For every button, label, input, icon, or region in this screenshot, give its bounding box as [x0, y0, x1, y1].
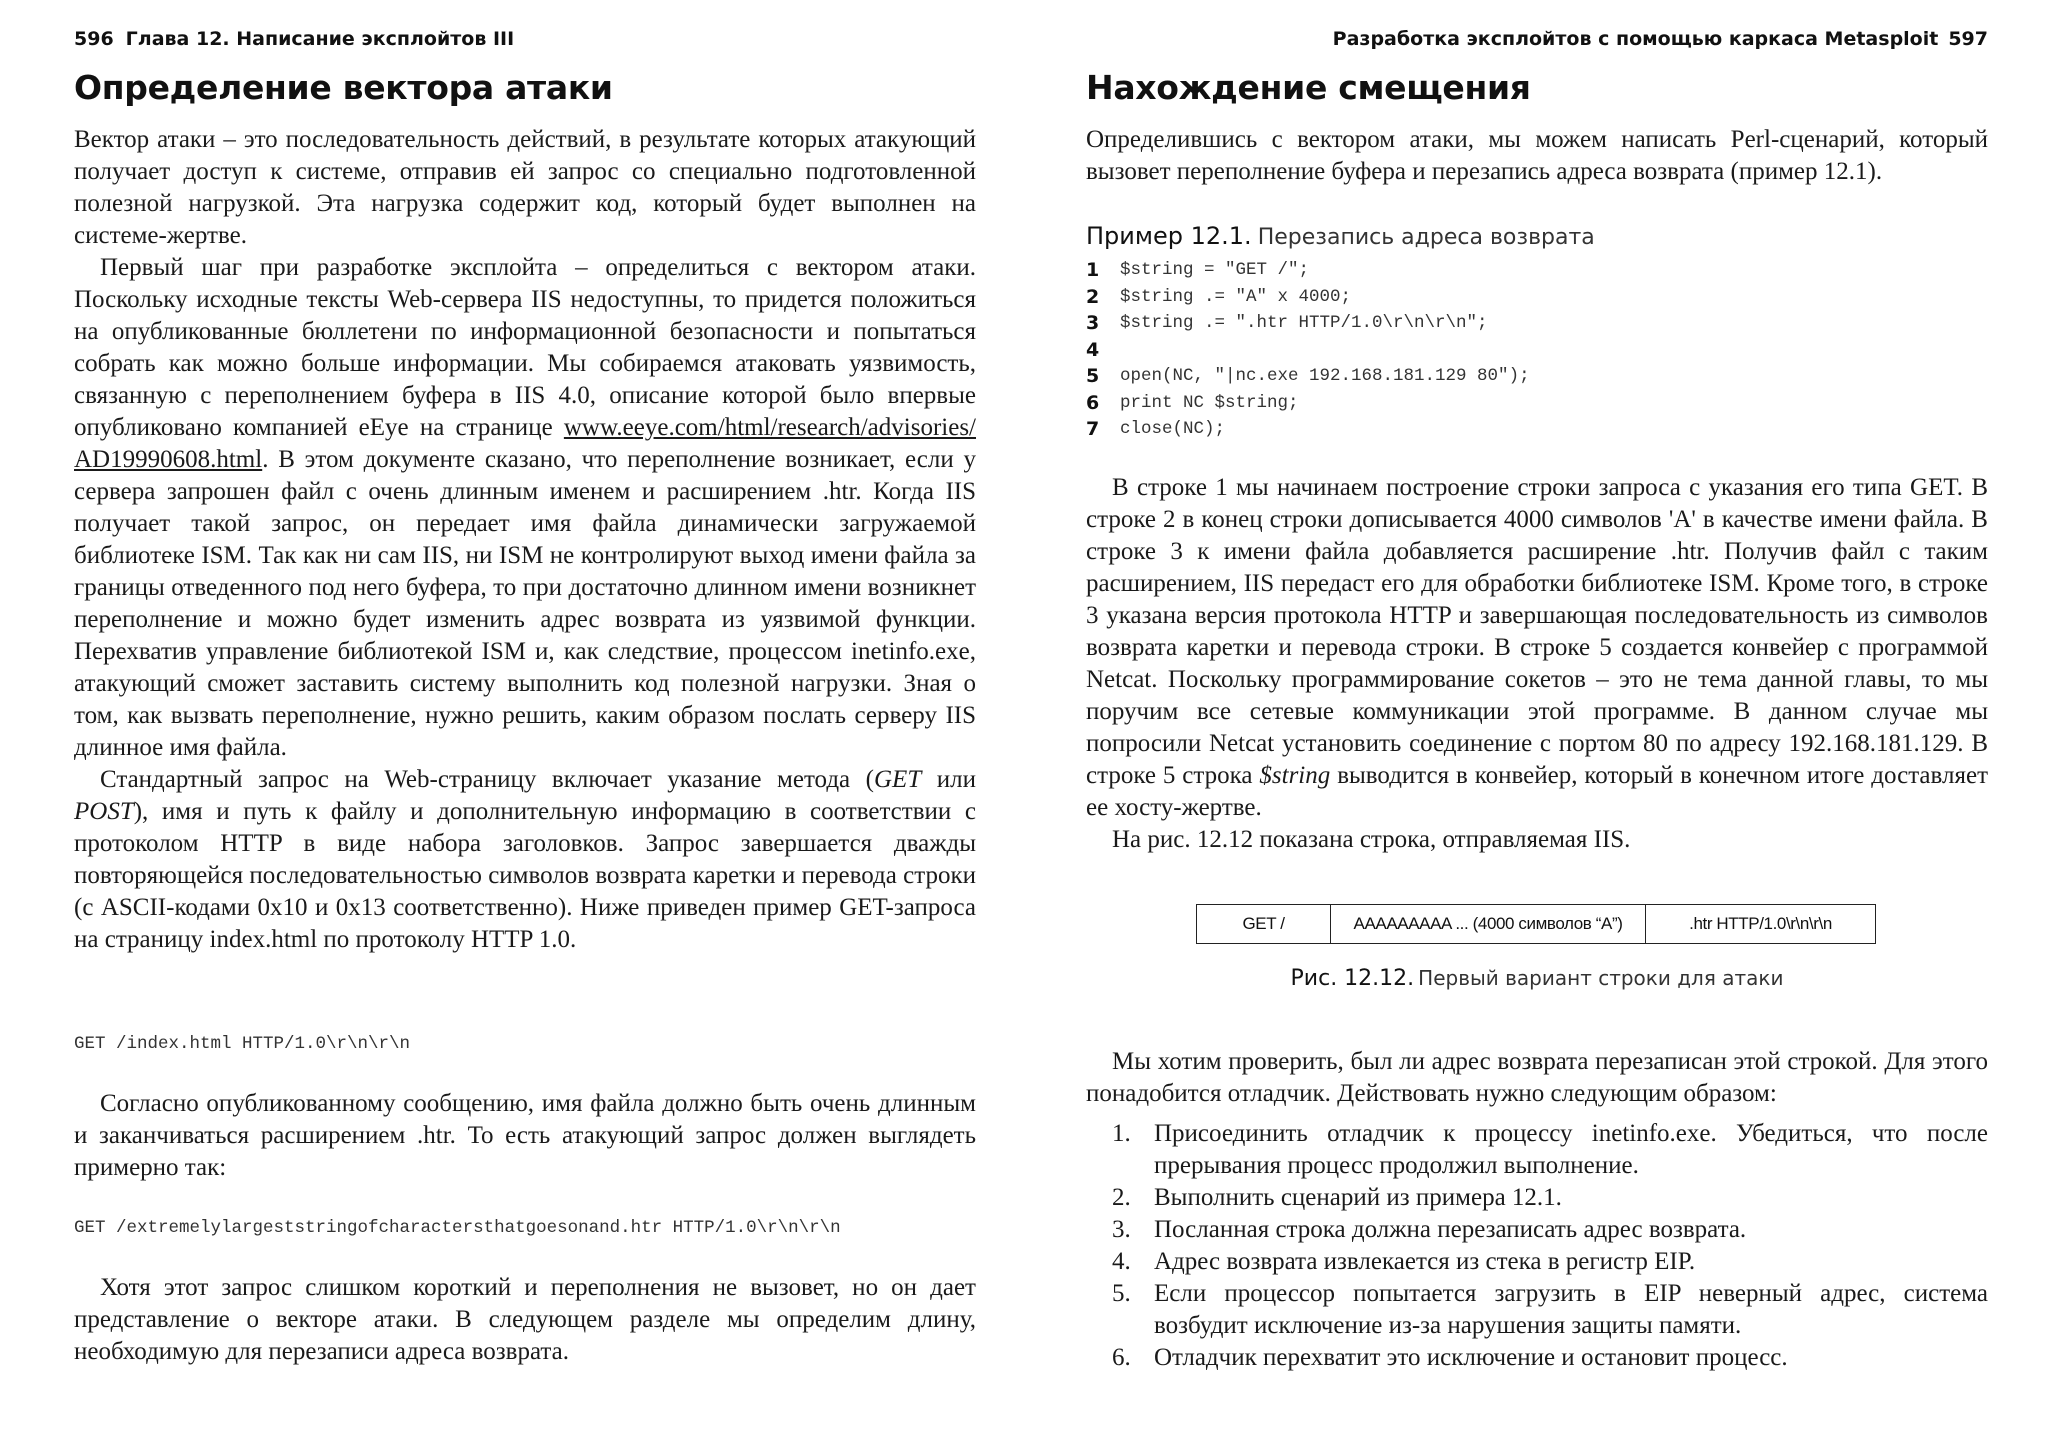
- listing-line: [1086, 363, 1530, 390]
- steps-list: [1086, 1118, 1988, 1374]
- list-item: [1086, 1342, 1988, 1374]
- paragraph-debugger: Мы хотим проверить, был ли адрес возврата перезаписан этой строкой. Для этого понадобится отладчик. Действовать нужно следующим образом:: [1086, 1048, 1988, 1107]
- figure-cell-get: GET /: [1197, 905, 1331, 943]
- left-page: [74, 0, 976, 1447]
- attack-string-figure: [1196, 904, 1876, 944]
- example-title: [1086, 222, 1595, 250]
- right-page: [1086, 0, 1988, 1447]
- code-listing: [1086, 257, 1530, 443]
- running-head-right: [1086, 28, 1988, 50]
- line-code: $string .= "A" x 4000;: [1120, 286, 1352, 307]
- line-code: open(NC, "|nc.exe 192.168.181.129 80");: [1120, 366, 1530, 387]
- paragraph-long-filename: Согласно опубликованному сообщению, имя файла должно быть очень длинным и заканчиваться расширением .htr. То есть атакующий запрос должен выглядеть примерно так:: [74, 1090, 976, 1181]
- paragraph-listing-explanation: [1086, 472, 1988, 824]
- step-text: Посланная строка должна перезаписать адрес возврата.: [1154, 1216, 1747, 1243]
- listing-line: [1086, 284, 1530, 311]
- method-get: GET: [874, 766, 922, 793]
- paragraph-text: Стандартный запрос на Web-страницу включает указание метода (: [100, 766, 874, 793]
- line-number: 2: [1086, 285, 1100, 308]
- line-code: print NC $string;: [1120, 392, 1299, 413]
- step-text: Если процессор попытается загрузить в EIP неверный адрес, система возбудит исключение из-за нарушения защиты памяти.: [1154, 1280, 1988, 1339]
- paragraph-figure-ref: На рис. 12.12 показана строка, отправляемая IIS.: [1112, 826, 1631, 853]
- listing-line: [1086, 337, 1530, 364]
- code-get-index: GET /index.html HTTP/1.0\r\n\r\n: [74, 1034, 411, 1054]
- list-item: [1086, 1118, 1988, 1182]
- book-part-title: Разработка эксплойтов с помощью каркаса Metasploit: [1332, 28, 1939, 50]
- step-text: Отладчик перехватит это исключение и остановит процесс.: [1154, 1344, 1788, 1371]
- line-number: 6: [1086, 391, 1100, 414]
- step-number: 6.: [1112, 1344, 1131, 1371]
- page-number-right: 597: [1948, 28, 1988, 50]
- eeye-advisory-link[interactable]: www.eeye.com/html/research/advisories/ AD19990608.html: [74, 414, 976, 473]
- list-item: [1086, 1246, 1988, 1278]
- step-number: 4.: [1112, 1248, 1131, 1275]
- section-heading-offset: Нахождение смещения: [1086, 68, 1531, 107]
- listing-line: [1086, 390, 1530, 417]
- paragraph-first-step: [74, 252, 976, 764]
- step-text: Адрес возврата извлекается из стека в регистр EIP.: [1154, 1248, 1696, 1275]
- line-number: 7: [1086, 418, 1100, 441]
- line-number: 3: [1086, 312, 1100, 335]
- right-explanation-block: [1086, 472, 1988, 856]
- paragraph-text: или: [921, 766, 976, 793]
- step-text: Присоединить отладчик к процессу inetinfo.exe. Убедиться, что после прерывания процесс продолжил выполнение.: [1154, 1120, 1988, 1179]
- line-number: 4: [1086, 338, 1100, 361]
- section-heading-attack-vector: Определение вектора атаки: [74, 68, 613, 107]
- chapter-title: Глава 12. Написание эксплойтов III: [125, 28, 515, 50]
- paragraph-text: ), имя и путь к файлу и дополнительную информацию в соответствии с протоколом HTTP в виде набора заголовков. Запрос завершается дважды повторяющейся последовательностью символов возврата каретки и перевода строки (с ASCII-кодами 0x10 и 0x13 соответственно). Ниже приведен пример GET-запроса на страницу index.html по протоколу HTTP 1.0.: [74, 798, 976, 953]
- figure-caption: [1086, 966, 1988, 991]
- code-get-long-htr: GET /extremelylargeststringofcharactersthatgoesonand.htr HTTP/1.0\r\n\r\n: [74, 1218, 841, 1238]
- figure-label: Рис. 12.12.: [1290, 966, 1415, 991]
- step-number: 2.: [1112, 1184, 1131, 1211]
- right-steps-block: [1086, 1046, 1988, 1374]
- line-code: close(NC);: [1120, 419, 1226, 440]
- list-item: [1086, 1278, 1988, 1342]
- running-head-left: [74, 28, 976, 50]
- step-text: Выполнить сценарий из примера 12.1.: [1154, 1184, 1562, 1211]
- line-number: 5: [1086, 365, 1100, 388]
- paragraph-attack-vector-definition: Вектор атаки – это последовательность действий, в результате которых атакующий получает доступ к системе, отправив ей запрос со специально подготовленной полезной нагрузкой. Эта нагрузка содержит код, который будет выполнен на системе-жертве.: [74, 126, 976, 249]
- left-text-block-3: [74, 1272, 976, 1368]
- listing-line: [1086, 310, 1530, 337]
- figure-cell-htr: .htr HTTP/1.0\r\n\r\n: [1689, 914, 1832, 933]
- figure-cell-payload: AAAAAAAAA ... (4000 символов “A”): [1331, 905, 1646, 943]
- listing-line: [1086, 416, 1530, 443]
- step-number: 1.: [1112, 1120, 1131, 1147]
- example-caption: Перезапись адреса возврата: [1257, 225, 1595, 250]
- listing-line: [1086, 257, 1530, 284]
- figure-caption-text: Первый вариант строки для атаки: [1418, 966, 1784, 990]
- line-code: $string = "GET /";: [1120, 260, 1310, 281]
- method-post: POST: [74, 798, 134, 825]
- line-code: $string .= ".htr HTTP/1.0\r\n\r\n";: [1120, 313, 1488, 334]
- paragraph-standard-request: [74, 764, 976, 956]
- step-number: 3.: [1112, 1216, 1131, 1243]
- variable-string: $string: [1259, 762, 1331, 789]
- paragraph-text: Первый шаг при разработке эксплойта – определиться с вектором атаки. Поскольку исходные тексты Web-сервера IIS недоступны, то придется положиться на опубликованные бюллетени по информационной безопасности и попытаться собрать как можно больше информации. Мы собираемся атаковать уязвимость, связанную с переполнением буфера в IIS 4.0, описание которой было впервые опубликовано компанией eEye на странице: [74, 254, 976, 441]
- list-item: [1086, 1182, 1988, 1214]
- left-text-block-1: [74, 124, 976, 956]
- paragraph-intro: Определившись с вектором атаки, мы можем написать Perl-сценарий, который вызовет переполнение буфера и перезапись адреса возврата (пример 12.1).: [1086, 126, 1988, 185]
- paragraph-text: В строке 1 мы начинаем построение строки запроса с указания его типа GET. В строке 2 в конец строки дописывается 4000 символов 'A' в качестве имени файла. В строке 3 к имени файла добавляется расширение .htr. Получив файл с таким расширением, IIS передаст его для обработки библиотеке ISM. Кроме того, в строке 3 указана версия протокола HTTP и завершающая последовательность из символов возврата каретки и перевода строки. В строке 5 создается конвейер с программой Netcat. Поскольку программирование сокетов – это не тема данной главы, то мы поручим все сетевые коммуникации этой программе. В данном случае мы попросили Netcat установить соединение с портом 80 по адресу 192.168.181.129. В строке 5 строка: [1086, 474, 1988, 789]
- paragraph-short-request: Хотя этот запрос слишком короткий и переполнения не вызовет, но он дает представление о векторе атаки. В следующем разделе мы определим длину, необходимую для перезаписи адреса возврата.: [74, 1274, 976, 1365]
- paragraph-text: . В этом документе сказано, что переполнение возникает, если у сервера запрошен файл с очень длинным именем и расширением .htr. Когда IIS получает такой запрос, он передает имя файла динамически загружаемой библиотеке ISM. Так как ни сам IIS, ни ISM не контролируют выход имени файла за границы отведенного под него буфера, то при достаточно длинном имени возникнет переполнение и можно будет изменить адрес возврата из уязвимой функции. Перехватив управление библиотекой ISM и, как следствие, процессом inetinfo.exe, атакующий сможет заставить систему выполнить код полезной нагрузки. Зная о том, как вызвать переполнение, нужно решить, каким образом послать серверу IIS длинное имя файла.: [74, 446, 976, 761]
- right-intro-block: [1086, 124, 1988, 188]
- page-number-left: 596: [74, 28, 114, 50]
- example-label: Пример 12.1.: [1086, 222, 1252, 250]
- paragraph-text: выводится в конвейер, который в конечном итоге доставляет ее хосту-жертве.: [1086, 762, 1988, 821]
- left-text-block-2: [74, 1088, 976, 1184]
- list-item: [1086, 1214, 1988, 1246]
- line-number: 1: [1086, 259, 1100, 282]
- step-number: 5.: [1112, 1280, 1131, 1307]
